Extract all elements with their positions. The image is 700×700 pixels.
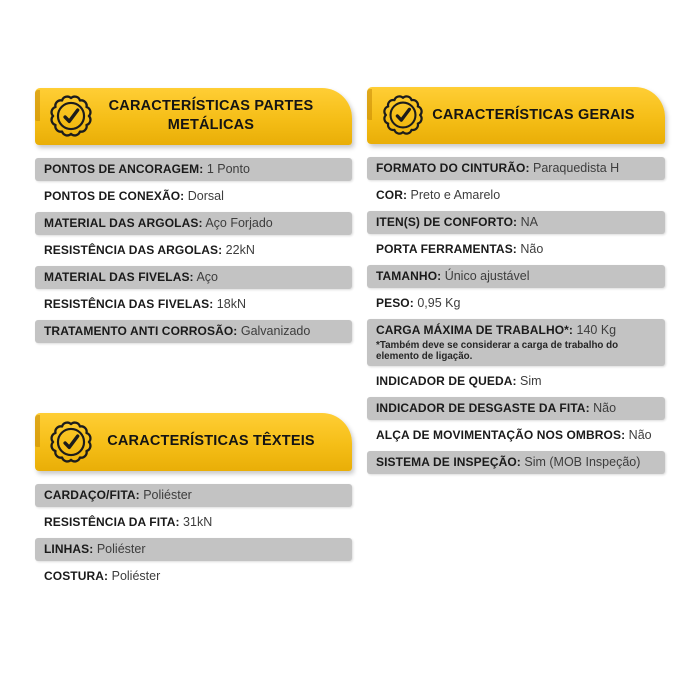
spec-row <box>367 184 665 207</box>
section-caracteristicas-texteis <box>35 413 352 592</box>
spec-row <box>35 293 352 316</box>
spec-row <box>35 320 352 343</box>
spec-value: 22kN <box>222 243 255 257</box>
spec-value: 31kN <box>179 515 213 529</box>
seal-check-icon <box>48 93 94 139</box>
spec-value: Galvanizado <box>237 324 311 338</box>
section-title: CARACTERÍSTICAS GERAIS <box>432 106 635 123</box>
spec-row <box>35 511 352 534</box>
spec-label: RESISTÊNCIA DAS ARGOLAS: <box>44 243 223 257</box>
spec-value: Poliéster <box>108 569 161 583</box>
spec-row <box>35 538 352 561</box>
spec-row <box>35 212 352 235</box>
spec-row <box>35 565 352 588</box>
spec-value: Não <box>516 242 544 256</box>
spec-value: Poliéster <box>139 488 192 502</box>
spec-label: PONTOS DE ANCORAGEM: <box>44 162 204 176</box>
spec-row <box>35 484 352 507</box>
section-title: CARACTERÍSTICAS PARTES METÁLICAS <box>108 98 314 133</box>
spec-label: MATERIAL DAS FIVELAS: <box>44 270 194 284</box>
spec-value: Paraquedista H <box>529 161 620 175</box>
spec-label: PORTA FERRAMENTAS: <box>376 242 517 256</box>
spec-row <box>367 424 665 447</box>
spec-row <box>367 319 665 366</box>
spec-label: CARDAÇO/FITA: <box>44 488 140 502</box>
spec-label: FORMATO DO CINTURÃO: <box>376 161 530 175</box>
spec-rows <box>35 484 352 588</box>
spec-value: 18kN <box>213 297 246 311</box>
spec-label: COR: <box>376 188 408 202</box>
seal-check-icon <box>48 419 94 465</box>
spec-label: ITEN(S) DE CONFORTO: <box>376 215 518 229</box>
spec-label: SISTEMA DE INSPEÇÃO: <box>376 455 521 470</box>
section-caracteristicas-gerais <box>367 87 665 478</box>
spec-footnote: *Também deve se considerar a carga de trabalho do elemento de ligação. <box>376 339 619 363</box>
section-banner <box>35 413 352 471</box>
spec-rows <box>35 158 352 343</box>
spec-label: MATERIAL DAS ARGOLAS: <box>44 216 203 230</box>
spec-label: INDICADOR DE DESGASTE DA FITA: <box>376 401 590 416</box>
spec-value: Aço Forjado <box>202 216 273 230</box>
spec-value: Não <box>589 401 617 416</box>
seal-check-icon <box>380 92 426 138</box>
spec-label: CARGA MÁXIMA DE TRABALHO*: <box>376 323 574 337</box>
spec-value: Preto e Amarelo <box>407 188 501 202</box>
spec-value: Aço <box>193 270 218 284</box>
section-banner <box>35 88 352 145</box>
spec-row <box>367 238 665 261</box>
spec-value: Sim (MOB Inspeção) <box>520 455 641 470</box>
spec-label: RESISTÊNCIA DA FITA: <box>44 515 180 529</box>
spec-value: NA <box>517 215 538 229</box>
spec-value: Não <box>625 428 652 443</box>
section-title: CARACTERÍSTICAS TÊXTEIS <box>107 433 315 450</box>
spec-row <box>367 370 665 393</box>
spec-row <box>367 397 665 420</box>
spec-label: COSTURA: <box>44 569 109 583</box>
spec-row <box>367 265 665 288</box>
spec-label: INDICADOR DE QUEDA: <box>376 374 517 389</box>
section-caracteristicas-partes-metalicas <box>35 88 352 347</box>
spec-row <box>367 157 665 180</box>
spec-label: LINHAS: <box>44 542 94 556</box>
spec-row <box>35 185 352 208</box>
spec-value: Sim <box>516 374 542 389</box>
spec-row <box>367 451 665 474</box>
spec-value: 140 Kg <box>573 323 617 337</box>
spec-label: PONTOS DE CONEXÃO: <box>44 189 185 203</box>
spec-row <box>35 158 352 181</box>
spec-label: TAMANHO: <box>376 269 442 283</box>
section-banner <box>367 87 665 144</box>
spec-row <box>367 211 665 234</box>
spec-row <box>367 292 665 315</box>
spec-label: PESO: <box>376 296 414 310</box>
spec-label: ALÇA DE MOVIMENTAÇÃO NOS OMBROS: <box>376 428 626 443</box>
spec-value: 1 Ponto <box>203 162 250 176</box>
spec-rows <box>367 157 665 474</box>
spec-value: Poliéster <box>93 542 146 556</box>
spec-label: TRATAMENTO ANTI CORROSÃO: <box>44 324 238 338</box>
spec-row <box>35 266 352 289</box>
spec-value: 0,95 Kg <box>413 296 461 310</box>
spec-row <box>35 239 352 262</box>
spec-label: RESISTÊNCIA DAS FIVELAS: <box>44 297 214 311</box>
spec-value: Único ajustável <box>441 269 530 283</box>
spec-value: Dorsal <box>184 189 224 203</box>
